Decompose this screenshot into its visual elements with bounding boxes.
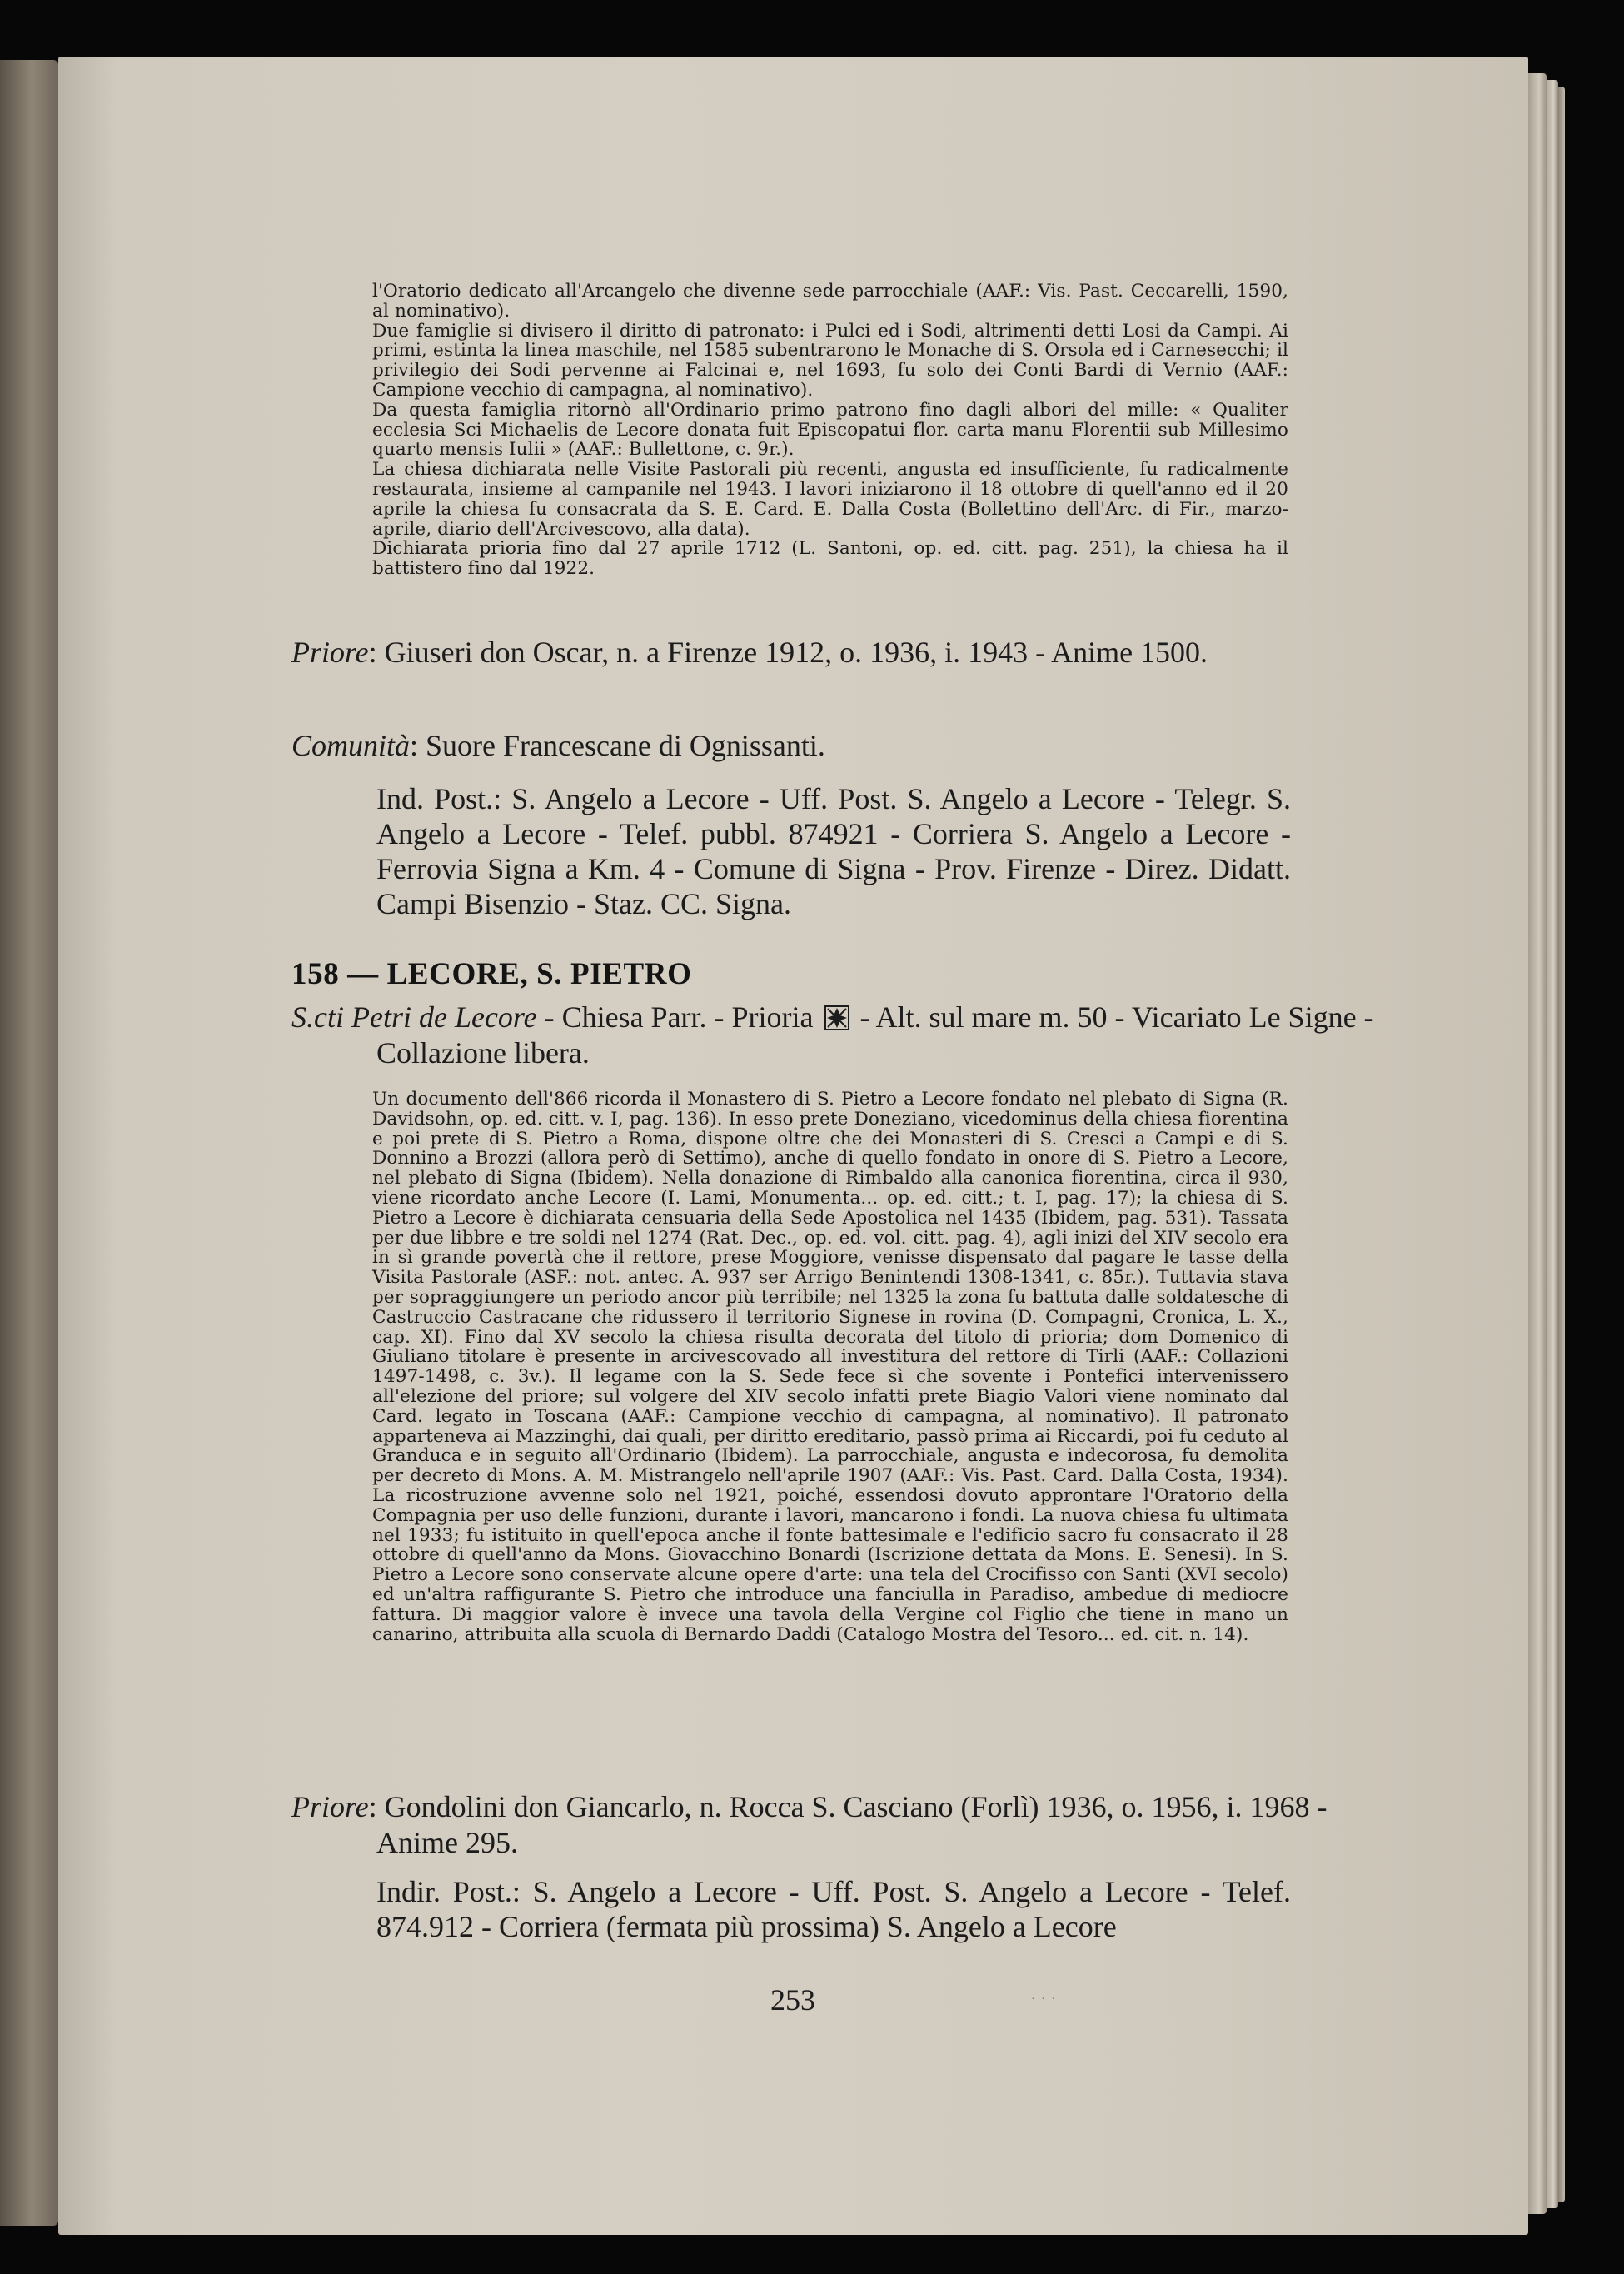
church-description-a: - Chiesa Parr. - Prioria xyxy=(536,1000,821,1034)
comunita-label: Comunità xyxy=(291,729,411,762)
notes-paragraph: Dichiarata prioria fino dal 27 aprile 1712 (L. Santoni, op. ed. citt. pag. 251), la chiesa ha il battistero fino dal 1922. xyxy=(372,538,1288,580)
priore-label: Priore xyxy=(291,636,369,669)
page-stack-edge xyxy=(1558,87,1565,2202)
page-number: 253 xyxy=(770,1983,815,2017)
church-entry xyxy=(291,1000,1376,1071)
history-notes-block-2: Un documento dell'866 ricorda il Monastero di S. Pietro a Lecore fondato nel plebato di Signa (R. Davidsohn, op. ed. citt. v. I, pag. 136). In esso prete Doneziano, vicedominus della chiesa fiorentina e poi prete di S. Pietro a Roma, dispone oltre che dei Monasteri di S. Cresci a Campi e di S. Donnino a Brozzi (allora però di Settimo), anche di quello fondato in onore di S. Pietro a Lecore, nel plebato di Signa (Ibidem). Nella donazione di Rimbaldo alla canonica fiorentina, circa il 930, viene ricordato anche Lecore (I. Lami, Monumenta... op. ed. citt.; t. I, pag. 17); la chiesa di S. Pietro a Lecore è dichiarata censuaria della Sede Apostolica nel 1435 (Ibidem, pag. 531). Tassata per due libbre e tre soldi nel 1274 (Rat. Dec., op. ed. vol. citt. pag. 4), agli inizi del XIV secolo era in sì grande povertà che il rettore, prese Moggiore, venisse dispensato dal pagare le tasse della Visita Pastorale (ASF.: not. antec. A. 937 ser Arrigo Benintendi 1308-1341, c. 85r.). Tuttavia stava per sopraggiungere un periodo ancor più terribile; nel 1325 la zona fu battuta dalle soldatesche di Castruccio Castracane che ridussero il territorio Signese in rovina (D. Compagni, Cronica, L. X., cap. XI). Fino dal XV secolo la chiesa risulta decorata del titolo di prioria; dom Domenico di Giuliano titolare è presente in arcivescovado all investitura del rettore di Tirli (AAF.: Collazioni 1497-1498, c. 3v.). Il legame con la S. Sede fece sì che sovente i Pontefici intervenissero all'elezione del priore; sul volgere del XIV secolo infatti prete Biagio Valori viene nominato dal Card. legato in Toscana (AAF.: Campione vecchio di campagna, al nominativo). Il patronato apparteneva ai Mazzinghi, dai quali, per diritto ereditario, passò prima ai Riccardi, poi fu ceduto al Granduca e in seguito all'Ordinario (Ibidem). La parrocchiale, angusta e indecorosa, fu demolita per decreto di Mons. A. M. Mistrangelo nell'aprile 1907 (AAF.: Vis. Past. Card. Dalla Costa, 1934). La ricostruzione avvenne solo nel 1921, poiché, essendosi dovuto approntare l'Oratorio della Compagnia per uso delle funzioni, durante i lavori, mancarono i fondi. La nuova chiesa fu ultimata nel 1933; fu istituito in quell'epoca anche il fonte battesimale e l'edificio sacro fu consacrato il 28 ottobre di quell'anno da Mons. Giovacchino Bonardi (Iscrizione dettata da Mons. E. Senesi). In S. Pietro a Lecore sono conservate alcune opere d'arte: una tela del Crocifisso con Santi (XVI secolo) ed un'altra raffigurante S. Pietro che introduce una fanciulla in Paradiso, ambedue di mediocre fattura. Di maggior valore è invece una tavola della Vergine col Figlio che tiene in mano un canarino, attribuita alla scuola di Bernardo Daddi (Catalogo Mostra del Tesoro... ed. cit. n. 14). xyxy=(372,1089,1288,1645)
history-notes-block-1 xyxy=(372,282,1288,579)
priore-entry-2 xyxy=(291,1789,1376,1861)
left-page-edge xyxy=(0,60,58,2226)
ink-smudge: · · · xyxy=(1031,1993,1057,2006)
comunita-entry xyxy=(291,728,1291,764)
notes-paragraph: l'Oratorio dedicato all'Arcangelo che divenne sede parrocchiale (AAF.: Vis. Past. Ceccarelli, 1590, al nominativo). xyxy=(372,281,1288,322)
notes-paragraph: Due famiglie si divisero il diritto di patronato: i Pulci ed i Sodi, altrimenti detti Losi da Campi. Ai primi, estinta la linea maschile, nel 1585 subentrarono le Monache di S. Orsola ed i Carnesecchi; il privilegio dei Sodi pervenne ai Falcinai e, nel 1693, fu solo dei Conti Bardi di Vernio (AAF.: Campione vecchio di campagna, al nominativo). xyxy=(372,320,1288,401)
priore-text: : Giuseri don Oscar, n. a Firenze 1912, o. 1936, i. 1943 - Anime 1500. xyxy=(368,636,1208,669)
priore-entry-1 xyxy=(291,635,1376,671)
church-latin-name: S.cti Petri de Lecore xyxy=(291,1000,537,1034)
priore-label: Priore xyxy=(291,1790,369,1823)
cross-pattee-icon xyxy=(824,1005,849,1030)
notes-paragraph: Da questa famiglia ritornò all'Ordinario primo patrono fino dagli albori del mille: « Qualiter ecclesia Sci Michaelis de Lecore donata fuit Episcopatui flor. carta manu Florentii sub Millesimo quarto mensis Iulii » (AAF.: Bullettone, c. 9r.). xyxy=(372,399,1288,461)
notes-paragraph: La chiesa dichiarata nelle Visite Pastorali più recenti, angusta ed insufficiente, fu radicalmente restaurata, insieme al campanile nel 1943. I lavori iniziarono il 18 ottobre di quell'anno ed il 20 aprile la chiesa fu consacrata da S. E. Card. E. Dalla Costa (Bollettino dell'Arc. di Fir., marzo-aprile, diario dell'Arcivescovo, alla data). xyxy=(372,459,1288,540)
comunita-text: : Suore Francescane di Ognissanti. xyxy=(410,729,825,762)
priore-text: : Gondolini don Giancarlo, n. Rocca S. Casciano (Forlì) 1936, o. 1956, i. 1968 - Anime 295. xyxy=(368,1790,1328,1859)
church-description-b: - Alt. sul mare m. 50 - Vicariato Le Signe - Collazione libera. xyxy=(376,1000,1374,1070)
postal-info-1: Ind. Post.: S. Angelo a Lecore - Uff. Post. S. Angelo a Lecore - Telegr. S. Angelo a Lecore - Telef. pubbl. 874921 - Corriera S. Angelo a Lecore - Ferrovia Signa a Km. 4 - Comune di Signa - Prov. Firenze - Direz. Didatt. Campi Bisenzio - Staz. CC. Signa. xyxy=(376,782,1291,920)
page-stack-edge xyxy=(1547,80,1558,2208)
page-stack-edge xyxy=(1528,73,1547,2214)
section-heading: 158 — LECORE, S. PIETRO xyxy=(291,957,692,991)
postal-info-2: Indir. Post.: S. Angelo a Lecore - Uff. Post. S. Angelo a Lecore - Telef. 874.912 - Corriera (fermata più prossima) S. Angelo a Lecore xyxy=(376,1875,1291,1943)
